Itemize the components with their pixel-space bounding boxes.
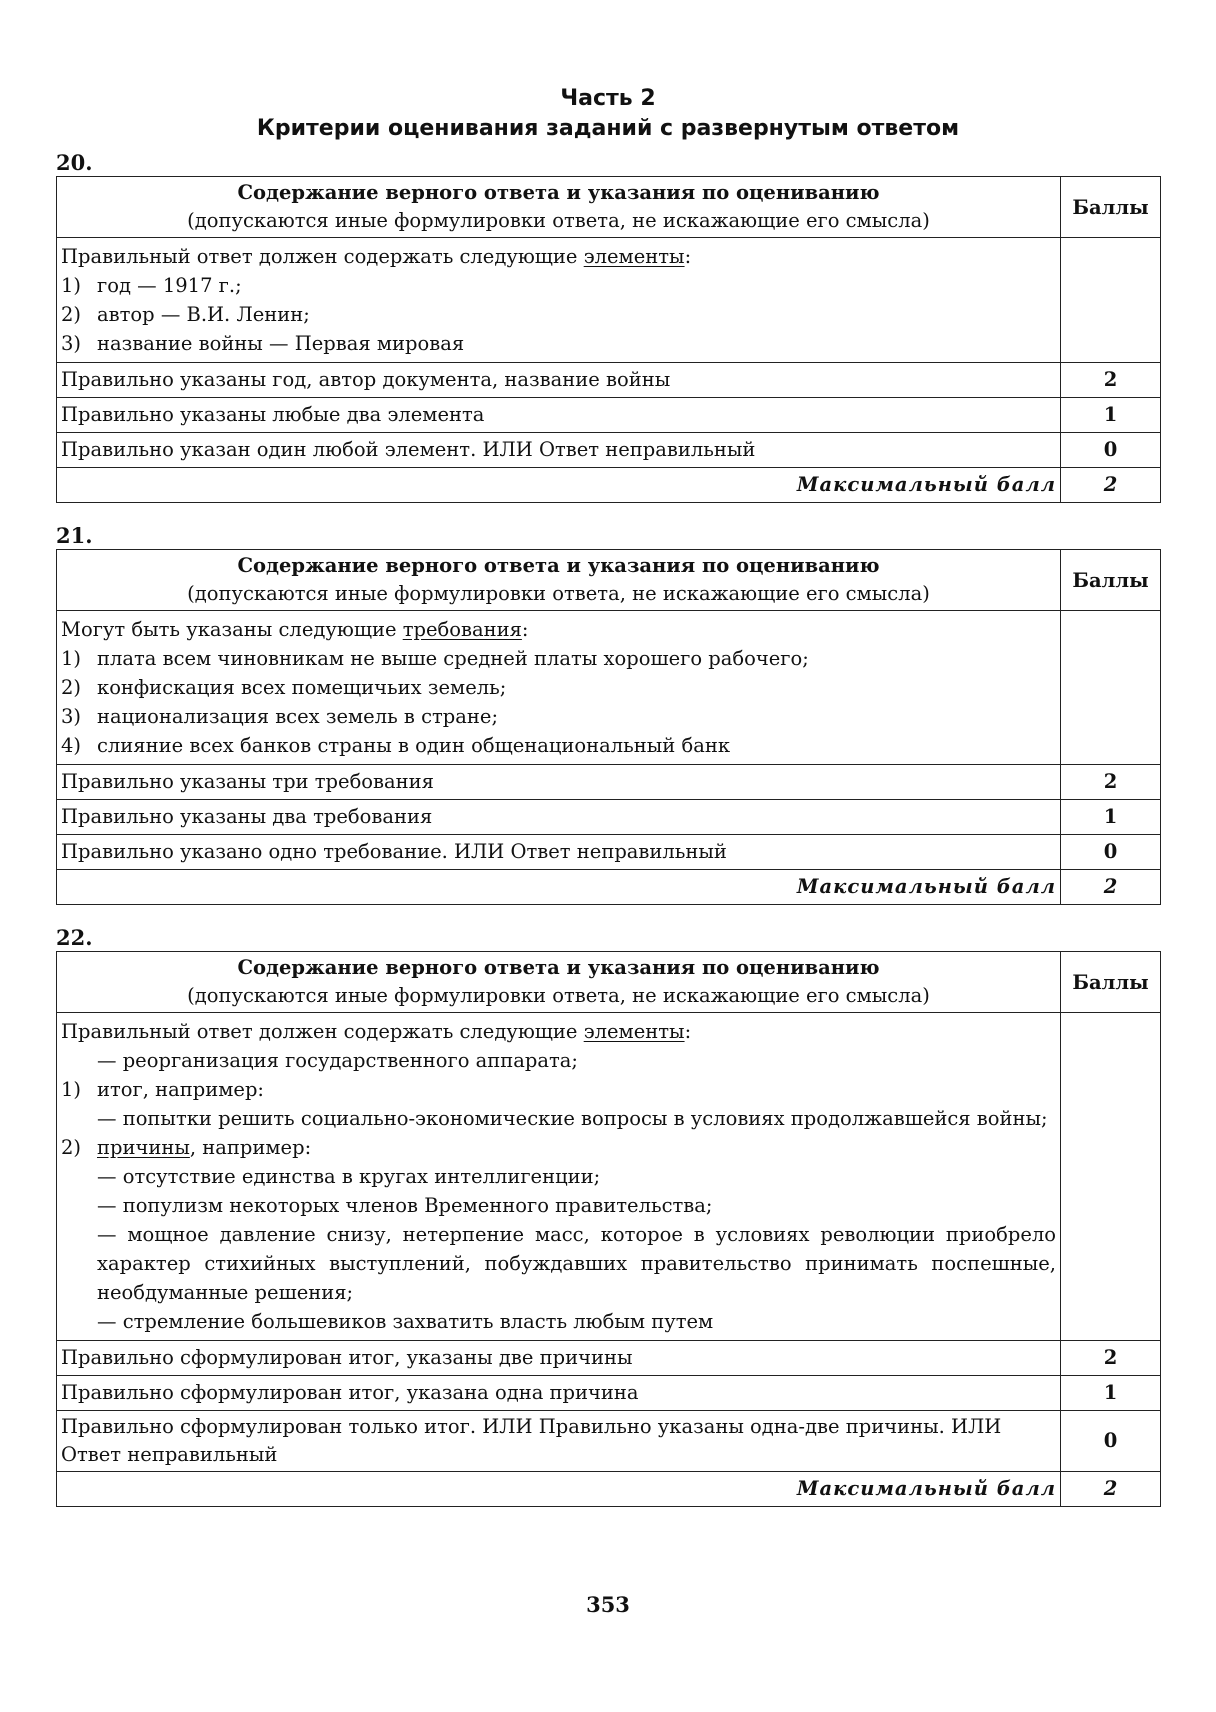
table-header-content: [57, 177, 1061, 238]
answer-item: 3) национализация всех земель в стране;: [61, 705, 499, 728]
max-score-label: Максимальный балл: [57, 1472, 1061, 1507]
criterion-text: Правильно указано одно требование. ИЛИ Ответ неправильный: [57, 835, 1061, 870]
answer-item: 2) конфискация всех помещичьих земель;: [61, 676, 507, 699]
answer-content: [57, 611, 1061, 765]
criterion-score: 1: [1061, 800, 1161, 835]
criterion-score: 0: [1061, 835, 1161, 870]
answer-content: [57, 238, 1061, 363]
criterion-text: Правильно указаны три требования: [57, 765, 1061, 800]
answer-item: 1) итог, например:: [61, 1078, 264, 1101]
header-line-1: Содержание верного ответа и указания по оцениванию: [237, 554, 880, 577]
criterion-text: Правильно сформулирован итог, указана одна причина: [57, 1376, 1061, 1411]
answer-item: 4) слияние всех банков страны в один общенациональный банк: [61, 734, 731, 757]
header-line-1: Содержание верного ответа и указания по оцениванию: [237, 181, 880, 204]
criteria-table-22: [56, 951, 1161, 1507]
criterion-score: 2: [1061, 1341, 1161, 1376]
criterion-score: 1: [1061, 398, 1161, 433]
max-score-label: Максимальный балл: [57, 468, 1061, 503]
answer-item: 3) название войны — Первая мировая: [61, 332, 465, 355]
answer-item: 2) автор — В.И. Ленин;: [61, 303, 310, 326]
task-number-20: 20.: [56, 150, 93, 175]
page-number: 353: [586, 1592, 630, 1617]
max-score-value: 2: [1061, 870, 1161, 905]
header-line-2: (допускаются иные формулировки ответа, не искажающие его смысла): [187, 209, 930, 232]
answer-subline: — популизм некоторых членов Временного правительства;: [97, 1194, 713, 1217]
criterion-text: Правильно указаны два требования: [57, 800, 1061, 835]
criterion-text: Правильно сформулирован итог, указаны две причины: [57, 1341, 1061, 1376]
header-line-2: (допускаются иные формулировки ответа, не искажающие его смысла): [187, 984, 930, 1007]
criterion-score: 0: [1061, 1411, 1161, 1472]
answer-item: 2) причины, например:: [61, 1136, 312, 1159]
document-page: [56, 84, 1160, 1507]
empty-cell: [1061, 611, 1161, 765]
criterion-text: Правильно сформулирован только итог. ИЛИ Правильно указаны одна-две причины. ИЛИ Ответ неправильный: [57, 1411, 1061, 1472]
task-number-22: 22.: [56, 925, 93, 950]
answer-subline: — мощное давление снизу, нетерпение масс, которое в условиях революции приобрело характер стихийных выступлений, побуждавших правительство принимать поспешные, необдуманные решения;: [97, 1223, 1056, 1304]
criterion-text: Правильно указаны любые два элемента: [57, 398, 1061, 433]
part-heading: Часть 2: [560, 86, 656, 111]
answer-intro: Могут быть указаны следующие требования:: [61, 618, 529, 641]
answer-item: 1) год — 1917 г.;: [61, 274, 242, 297]
answer-intro: Правильный ответ должен содержать следующие элементы:: [61, 245, 692, 268]
header-points: Баллы: [1061, 550, 1161, 611]
header-points: Баллы: [1061, 177, 1161, 238]
task-number-21: 21.: [56, 523, 93, 548]
criterion-score: 2: [1061, 363, 1161, 398]
answer-subline: — реорганизация государственного аппарата;: [97, 1049, 578, 1072]
section-title: Критерии оценивания заданий с развернутым ответом: [256, 116, 960, 141]
header-line-2: (допускаются иные формулировки ответа, не искажающие его смысла): [187, 582, 930, 605]
table-header-content: [57, 952, 1061, 1013]
max-score-value: 2: [1061, 468, 1161, 503]
criteria-table-20: [56, 176, 1161, 503]
answer-intro: Правильный ответ должен содержать следующие элементы:: [61, 1020, 692, 1043]
max-score-value: 2: [1061, 1472, 1161, 1507]
criterion-score: 0: [1061, 433, 1161, 468]
empty-cell: [1061, 1013, 1161, 1341]
answer-content: [57, 1013, 1061, 1341]
criterion-text: Правильно указаны год, автор документа, название войны: [57, 363, 1061, 398]
answer-subline: — отсутствие единства в кругах интеллигенции;: [97, 1165, 601, 1188]
criteria-table-21: [56, 549, 1161, 905]
max-score-label: Максимальный балл: [57, 870, 1061, 905]
answer-item: 1) плата всем чиновникам не выше средней платы хорошего рабочего;: [61, 647, 809, 670]
answer-subline: — попытки решить социально-экономические вопросы в условиях продолжавшейся войны;: [97, 1107, 1048, 1130]
header-points: Баллы: [1061, 952, 1161, 1013]
criterion-score: 1: [1061, 1376, 1161, 1411]
criterion-score: 2: [1061, 765, 1161, 800]
header-line-1: Содержание верного ответа и указания по оцениванию: [237, 956, 880, 979]
answer-subline: — стремление большевиков захватить власть любым путем: [97, 1310, 714, 1333]
table-header-content: [57, 550, 1061, 611]
empty-cell: [1061, 238, 1161, 363]
criterion-text: Правильно указан один любой элемент. ИЛИ Ответ неправильный: [57, 433, 1061, 468]
